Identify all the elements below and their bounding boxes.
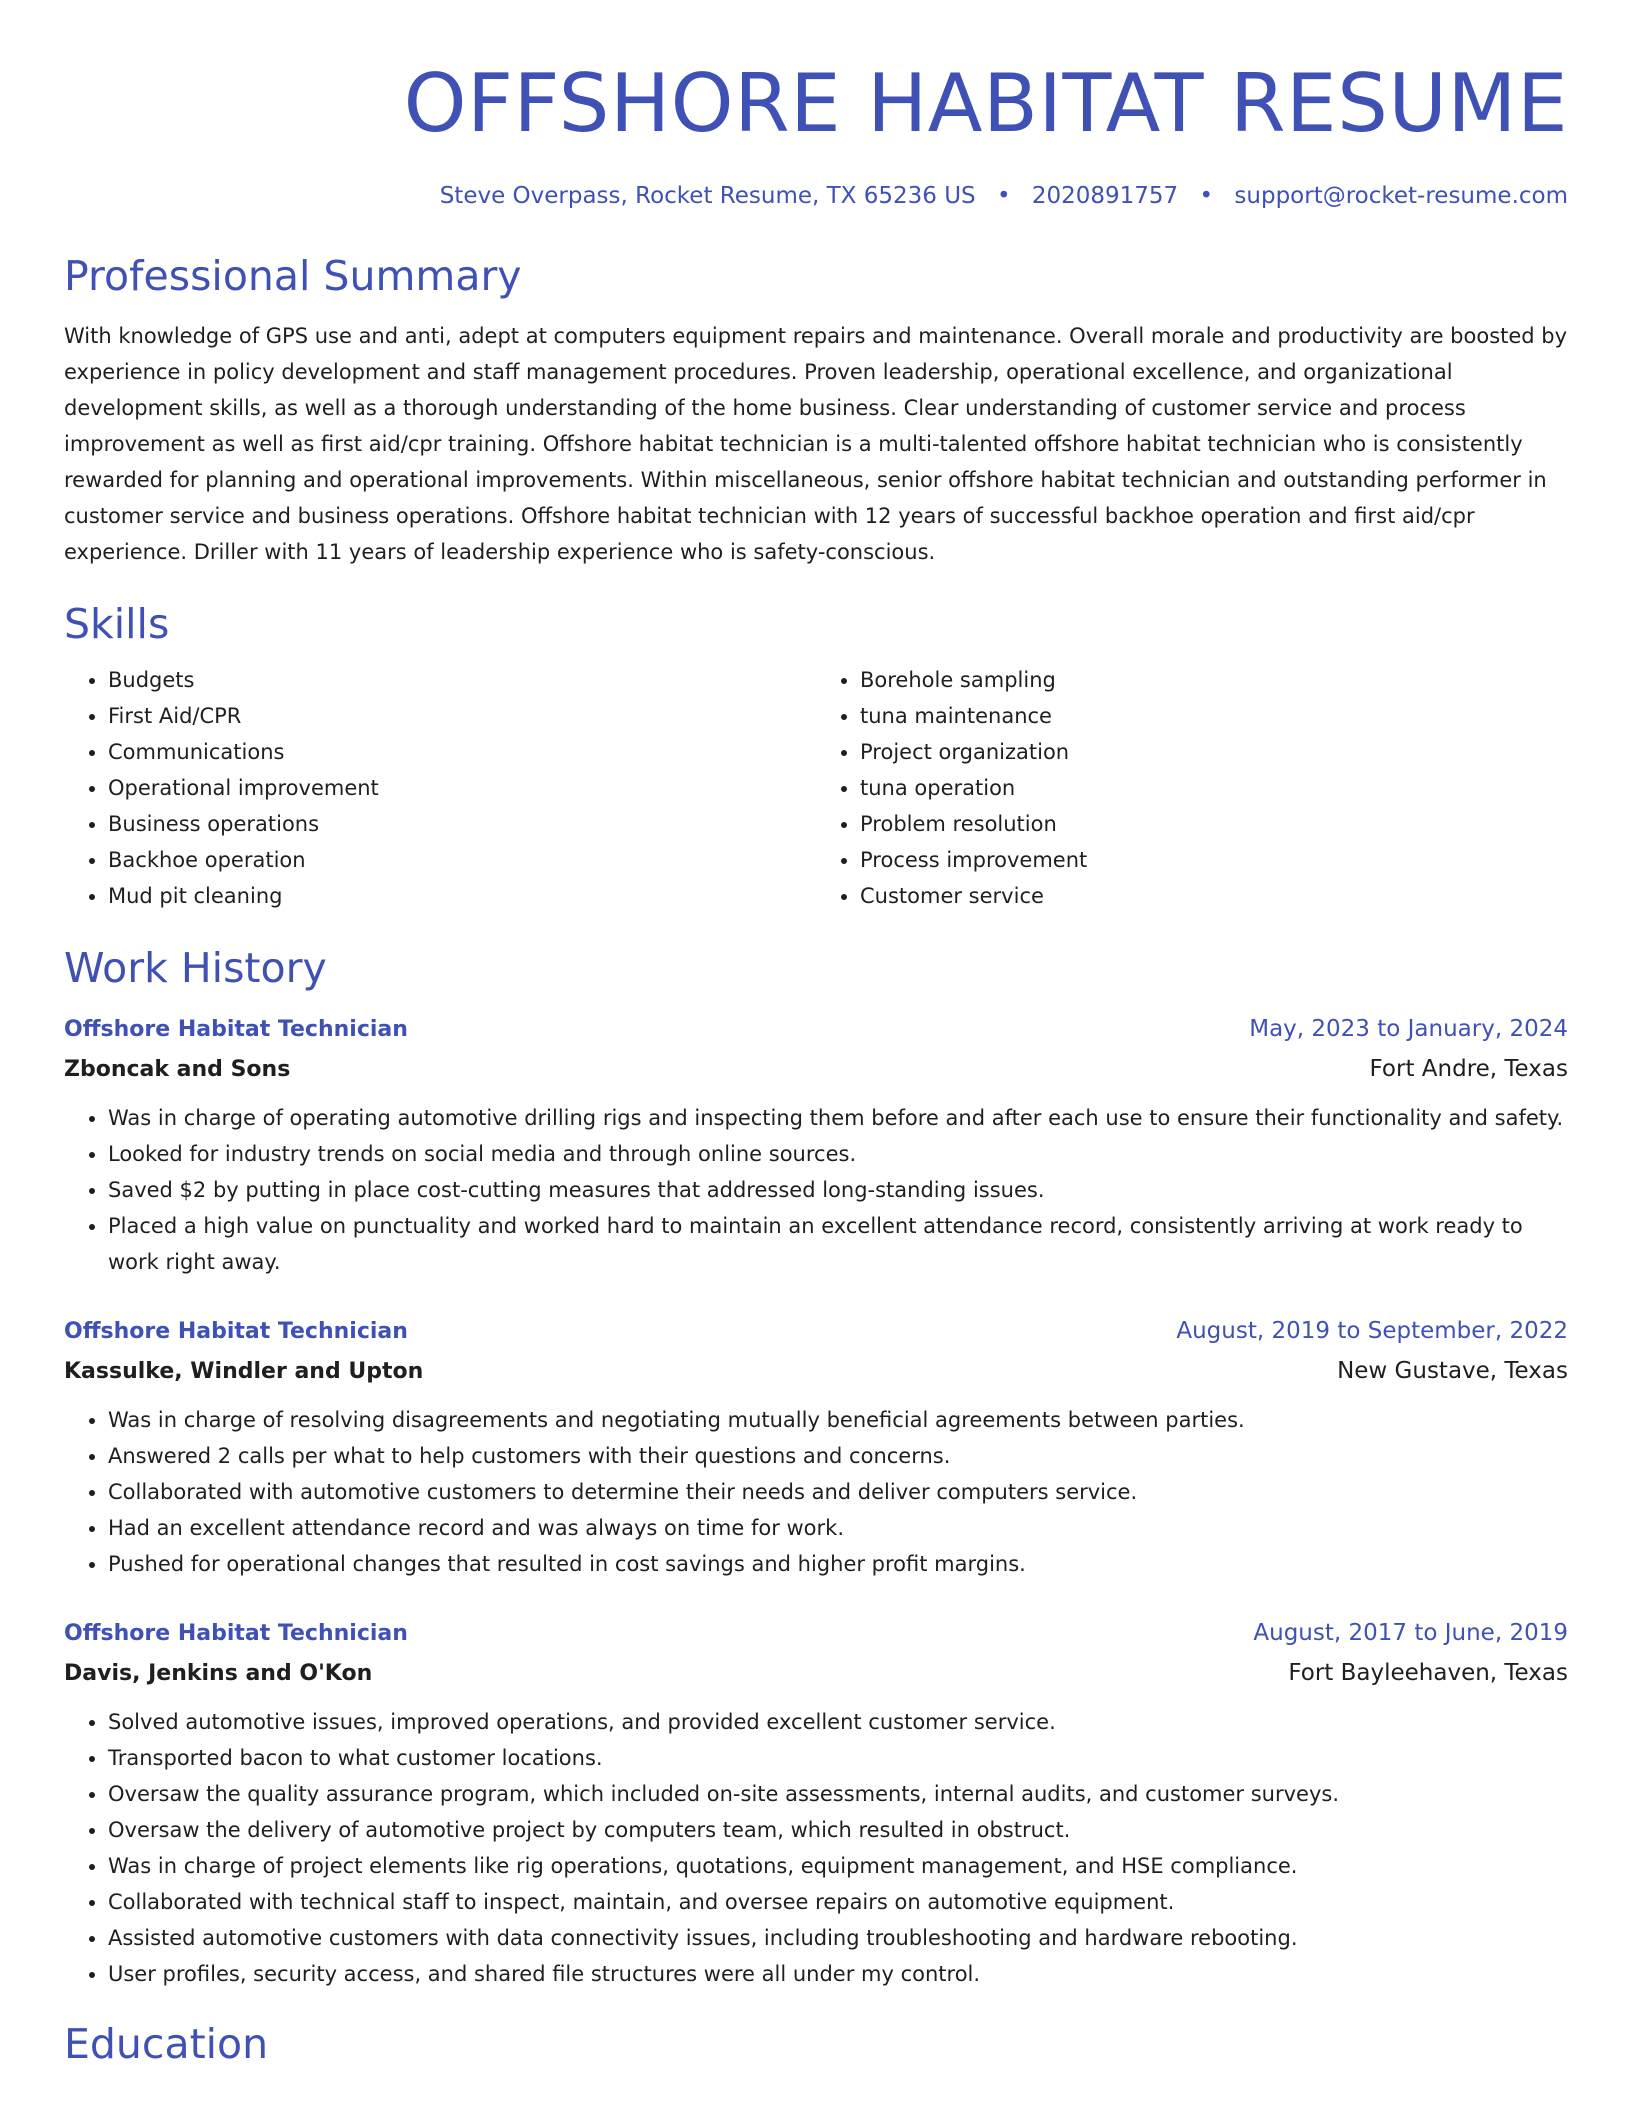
job-duty: • Placed a high value on punctuality and worked hard to maintain an excellent attendance record, consistently arriving at work ready to work right away. xyxy=(108,1208,1568,1280)
skills-list-right xyxy=(816,662,1568,914)
contact-separator: • xyxy=(1199,183,1214,209)
job-location: Fort Andre, Texas xyxy=(1369,1056,1568,1082)
skill-item: • Communications xyxy=(108,734,816,770)
job-company: Davis, Jenkins and O'Kon xyxy=(64,1661,373,1686)
job-duty: • User profiles, security access, and shared file structures were all under my control. xyxy=(108,1956,1568,1992)
job-duties-list xyxy=(64,1704,1568,1992)
job-duty: • Transported bacon to what customer locations. xyxy=(108,1740,1568,1776)
job-duty: • Was in charge of operating automotive drilling rigs and inspecting them before and after each use to ensure their functionality and safety. xyxy=(108,1100,1568,1136)
skill-item: • Mud pit cleaning xyxy=(108,878,816,914)
skill-item: • Project organization xyxy=(860,734,1568,770)
job-entry xyxy=(64,1614,1568,1992)
job-dates: May, 2023 to January, 2024 xyxy=(1249,1016,1568,1042)
skill-item: • tuna maintenance xyxy=(860,698,1568,734)
job-dates: August, 2017 to June, 2019 xyxy=(1253,1620,1568,1646)
contact-phone: 2020891757 xyxy=(1031,183,1179,209)
job-company-row xyxy=(64,1653,1568,1694)
job-dates: August, 2019 to September, 2022 xyxy=(1176,1318,1568,1344)
job-duties-list xyxy=(64,1100,1568,1280)
job-duty: • Assisted automotive customers with data connectivity issues, including troubleshooting and hardware rebooting. xyxy=(108,1920,1568,1956)
skill-item: • Borehole sampling xyxy=(860,662,1568,698)
job-title-row xyxy=(64,1010,1568,1049)
skill-item: • Business operations xyxy=(108,806,816,842)
job-title: Offshore Habitat Technician xyxy=(64,1621,408,1646)
skill-item: • First Aid/CPR xyxy=(108,698,816,734)
summary-heading: Professional Summary xyxy=(64,252,522,300)
job-duty: • Had an excellent attendance record and was always on time for work. xyxy=(108,1510,1568,1546)
contact-line xyxy=(64,180,1568,212)
job-duty: • Saved $2 by putting in place cost-cutting measures that addressed long-standing issues. xyxy=(108,1172,1568,1208)
skill-item: • Problem resolution xyxy=(860,806,1568,842)
job-company-row xyxy=(64,1049,1568,1090)
skill-item: • Customer service xyxy=(860,878,1568,914)
education-heading: Education xyxy=(64,2020,269,2068)
job-duties-list xyxy=(64,1402,1568,1582)
job-duty: • Was in charge of project elements like rig operations, quotations, equipment management, and HSE compliance. xyxy=(108,1848,1568,1884)
skill-item: • Process improvement xyxy=(860,842,1568,878)
skills-heading: Skills xyxy=(64,600,170,648)
job-duty: • Collaborated with technical staff to inspect, maintain, and oversee repairs on automotive equipment. xyxy=(108,1884,1568,1920)
job-title: Offshore Habitat Technician xyxy=(64,1017,408,1042)
skill-item: • tuna operation xyxy=(860,770,1568,806)
skill-item: • Operational improvement xyxy=(108,770,816,806)
skills-grid xyxy=(64,662,1568,914)
job-duty: • Looked for industry trends on social media and through online sources. xyxy=(108,1136,1568,1172)
skill-item: • Budgets xyxy=(108,662,816,698)
job-title-row xyxy=(64,1312,1568,1351)
job-duty: • Oversaw the quality assurance program, which included on-site assessments, internal audits, and customer surveys. xyxy=(108,1776,1568,1812)
resume-title: OFFSHORE HABITAT RESUME xyxy=(403,57,1568,150)
skills-list-left xyxy=(64,662,816,914)
job-location: New Gustave, Texas xyxy=(1337,1358,1568,1384)
job-duty: • Solved automotive issues, improved operations, and provided excellent customer service. xyxy=(108,1704,1568,1740)
job-duty: • Answered 2 calls per what to help customers with their questions and concerns. xyxy=(108,1438,1568,1474)
job-title-row xyxy=(64,1614,1568,1653)
job-company: Zboncak and Sons xyxy=(64,1057,291,1082)
contact-separator: • xyxy=(996,183,1011,209)
job-title: Offshore Habitat Technician xyxy=(64,1319,408,1344)
job-entry xyxy=(64,1312,1568,1582)
skill-item: • Backhoe operation xyxy=(108,842,816,878)
job-location: Fort Bayleehaven, Texas xyxy=(1288,1660,1568,1686)
job-company: Kassulke, Windler and Upton xyxy=(64,1359,424,1384)
resume-header xyxy=(64,0,1568,212)
work-history-heading: Work History xyxy=(64,944,327,992)
job-duty: • Was in charge of resolving disagreements and negotiating mutually beneficial agreements between parties. xyxy=(108,1402,1568,1438)
job-entry xyxy=(64,1010,1568,1280)
summary-text: With knowledge of GPS use and anti, adept at computers equipment repairs and maintenance. Overall morale and productivity are boosted by experience in policy development and staff management procedures. Proven leadership, operational excellence, and organizational development skills, as well as a thorough understanding of the home business. Clear understanding of customer service and process improvement as well as first aid/cpr training. Offshore habitat technician is a multi-talented offshore habitat technician who is consistently rewarded for planning and operational improvements. Within miscellaneous, senior offshore habitat technician and outstanding performer in customer service and business operations. Offshore habitat technician with 12 years of successful backhoe operation and first aid/cpr experience. Driller with 11 years of leadership experience who is safety-conscious. xyxy=(64,324,1568,564)
contact-address: Steve Overpass, Rocket Resume, TX 65236 US xyxy=(439,183,976,209)
job-duty: • Oversaw the delivery of automotive project by computers team, which resulted in obstruct. xyxy=(108,1812,1568,1848)
job-company-row xyxy=(64,1351,1568,1392)
contact-email: support@rocket-resume.com xyxy=(1234,183,1568,209)
job-duty: • Pushed for operational changes that resulted in cost savings and higher profit margins. xyxy=(108,1546,1568,1582)
job-duty: • Collaborated with automotive customers to determine their needs and deliver computers service. xyxy=(108,1474,1568,1510)
